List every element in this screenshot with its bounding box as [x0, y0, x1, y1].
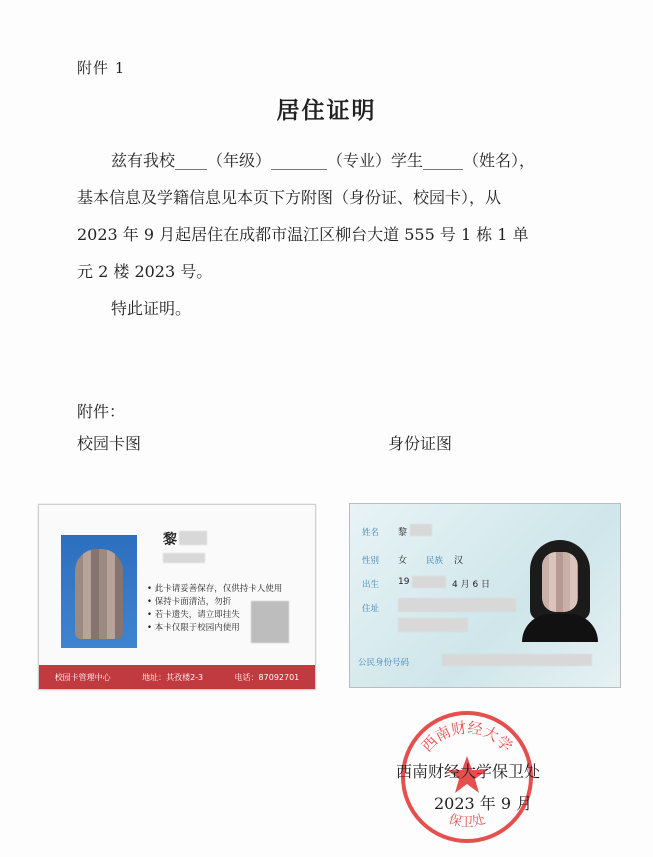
id-birth-year: 19 [398, 577, 410, 587]
body-line-2: 基本信息及学籍信息见本页下方附图（身份证、校园卡），从 [77, 188, 502, 207]
blurred-address [398, 618, 468, 632]
footer-phone: 电话：87092701 [234, 672, 300, 682]
blurred-year [412, 576, 446, 588]
campus-card-caption: 校园卡图 [77, 434, 142, 453]
campus-card-photo [61, 535, 137, 648]
id-ethnicity-value: 汉 [454, 556, 464, 566]
rule-item: • 此卡请妥善保存，仅供持卡人使用 [147, 584, 283, 594]
photo-body [522, 614, 598, 642]
id-card-photo [522, 534, 598, 642]
id-birth-label: 出生 [362, 580, 380, 590]
id-name-value: 黎 [398, 528, 408, 538]
campus-card-image [38, 504, 316, 690]
id-birth-date: 4 月 6 日 [452, 580, 491, 590]
rule-item: • 若卡遗失，请立即挂失 [147, 610, 240, 620]
blurred-address [398, 598, 516, 612]
campus-card-footer [39, 665, 315, 689]
body-closing: 特此证明。 [111, 299, 192, 318]
blurred-id [163, 553, 205, 563]
body-line-1: 兹有我校____（年级）_______（专业）学生_____（姓名）， [111, 151, 536, 170]
annex-label: 附件 1 [77, 59, 126, 77]
blurred-stamp [251, 601, 289, 643]
id-name-label: 姓名 [362, 528, 380, 538]
id-card-caption: 身份证图 [388, 434, 453, 453]
footer-address: 地址：其孜楼2-3 [142, 672, 204, 682]
id-gender-label: 性别 [362, 556, 380, 566]
footer-office: 校园卡管理中心 [54, 672, 111, 682]
blurred-id-number [442, 654, 592, 666]
rule-item: • 本卡仅限于校园内使用 [147, 623, 240, 633]
certificate-body [77, 142, 577, 327]
id-ethnicity-label: 民族 [426, 556, 444, 566]
rule-item: • 保持卡面清洁，勿折 [147, 597, 232, 607]
campus-card-name: 黎 [163, 532, 177, 548]
blurred-face [75, 549, 123, 639]
body-line-3: 2023 年 9 月起居住在成都市温江区柳台大道 555 号 1 栋 1 单 [77, 225, 529, 244]
id-card-image [349, 503, 621, 688]
id-gender-value: 女 [398, 556, 408, 566]
blurred-face [542, 552, 578, 612]
signature-date: 2023 年 9 月 [434, 794, 533, 813]
seal-text-bottom: 保卫处 [446, 812, 488, 831]
attachments-label: 附件： [77, 402, 126, 421]
id-address-label: 住址 [362, 604, 380, 614]
document-title: 居住证明 [276, 97, 377, 124]
id-number-label: 公民身份号码 [358, 658, 410, 668]
body-line-4: 元 2 楼 2023 号。 [77, 262, 213, 281]
seal-text-top: 西南财经大学 [418, 718, 516, 756]
blurred-name [410, 524, 432, 536]
signature-org: 西南财经大学保卫处 [396, 762, 541, 781]
blurred-name [179, 531, 207, 545]
